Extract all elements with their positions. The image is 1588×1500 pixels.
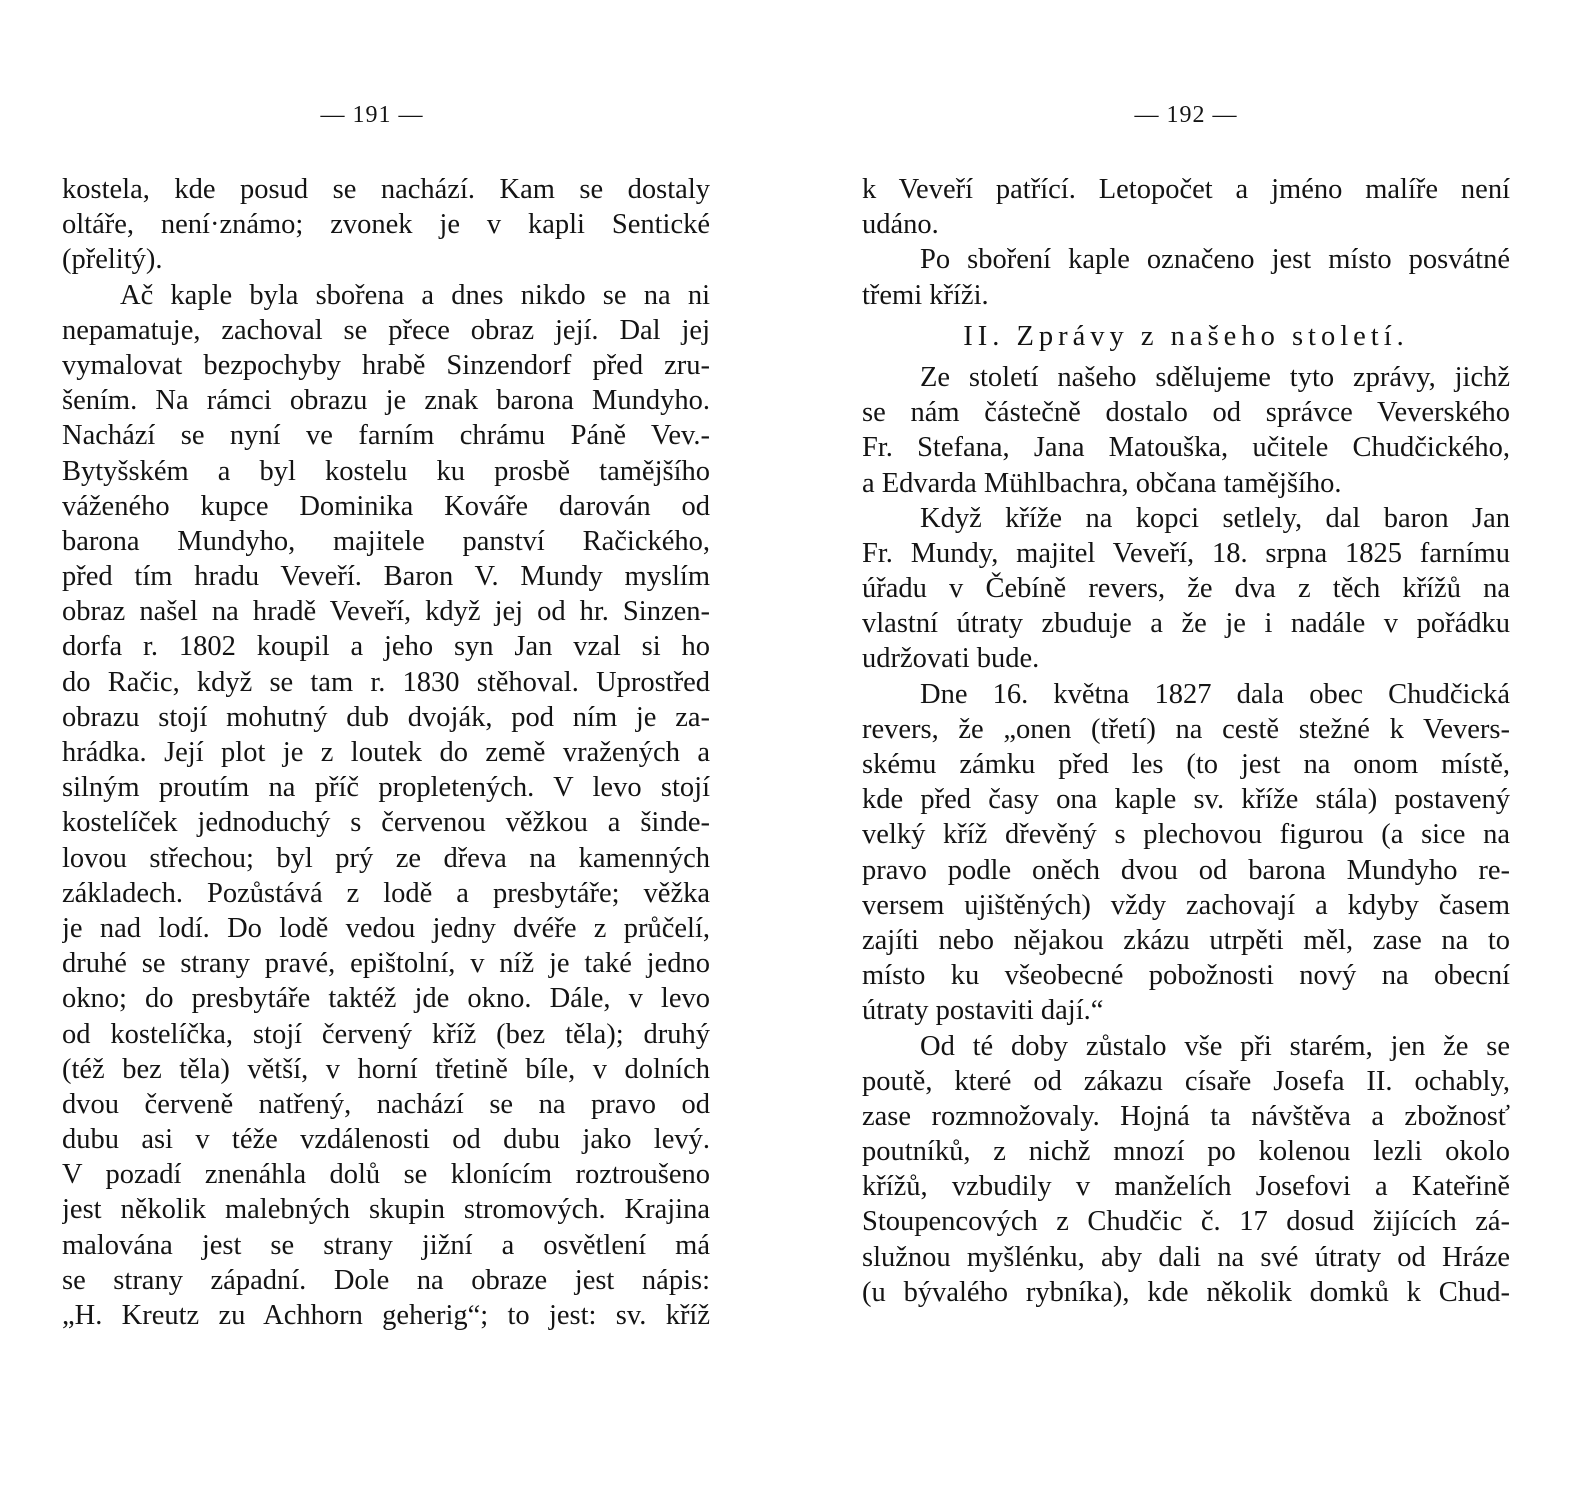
text-line: oltáře, není·známo; zvonek je v kapli Sentické (62, 209, 710, 241)
text-line: Stoupencových z Chudčic č. 17 dosud žijících zá- (862, 1206, 1510, 1238)
text-line: Ze století našeho sdělujeme tyto zprávy, jichž (920, 361, 1510, 393)
text-line: vlastní útraty zbuduje a že je i nadále v pořádku (862, 608, 1510, 640)
text-line: zajíti nebo nějakou zkázu utrpěti měl, zase na to (862, 924, 1510, 956)
text-line: revers, že „onen (třetí) na cestě stežné k Vevers- (862, 713, 1510, 745)
text-line: poutníků, z nichž mnozí po kolenou lezli okolo (862, 1136, 1510, 1168)
text-line: třemi kříži. (862, 279, 989, 311)
text-line: útraty postaviti dají.“ (862, 995, 1104, 1027)
text-line: okno; do presbytáře taktéž jde okno. Dále, v levo (62, 983, 710, 1015)
text-line: vymalovat bezpochyby hrabě Sinzendorf před zru- (62, 349, 710, 381)
text-line: Fr. Stefana, Jana Matouška, učitele Chudčického, (862, 432, 1510, 464)
text-line: (přelitý). (62, 244, 163, 276)
text-line: silným proutím na příč propletených. V levo stojí (62, 772, 710, 804)
text-line: k Veveří patřící. Letopočet a jméno malíře není (862, 174, 1510, 205)
text-line: základech. Pozůstává z lodě a presbytáře; věžka (62, 877, 710, 909)
text-line: Fr. Mundy, majitel Veveří, 18. srpna 1825 farnímu (862, 537, 1510, 569)
text-line: V pozadí znenáhla dolů se klonícím roztroušeno (62, 1159, 710, 1191)
text-line: zase rozmnožovaly. Hojná ta návštěva a zbožnosť (862, 1100, 1510, 1132)
text-line: dorfa r. 1802 koupil a jeho syn Jan vzal si ho (62, 631, 710, 663)
text-line: velký kříž dřevěný s plechovou figurou (a sice na (862, 819, 1510, 851)
text-line: pravo podle oněch dvou od barona Mundyho re- (862, 854, 1510, 886)
text-line: šením. Na rámci obrazu je znak barona Mundyho. (62, 385, 710, 417)
text-line: nepamatuje, zachoval se přece obraz její. Dal jej (62, 314, 710, 346)
text-line: druhé se strany pravé, epištolní, v níž je také jedno (62, 948, 710, 980)
text-line: udržovati bude. (862, 643, 1040, 675)
text-line: versem ujištěných) vždy zachovají a kdyby časem (862, 889, 1510, 921)
text-line: od kostelíčka, stojí červený kříž (bez těla); druhý (62, 1018, 710, 1050)
text-line: do Račic, když se tam r. 1830 stěhoval. Uprostřed (62, 666, 710, 698)
text-line: Nachází se nyní ve farním chrámu Páně Vev.- (62, 420, 710, 452)
text-line: barona Mundyho, majitele panství Račického, (62, 525, 710, 557)
text-line: hrádka. Její plot je z loutek do země vražených a (62, 737, 710, 768)
text-line: Od té doby zůstalo vše při starém, jen že se (920, 1030, 1510, 1062)
left-page (62, 0, 710, 1500)
text-line: křížů, vzbudily v manželích Josefovi a Kateřině (862, 1171, 1510, 1203)
text-line: Bytyšském a byl kostelu ku prosbě tamějšího (62, 455, 710, 487)
text-line: Po sboření kaple označeno jest místo posvátné (920, 244, 1510, 276)
text-line: udáno. (862, 209, 939, 241)
right-page-text (862, 172, 1510, 1310)
text-line: je nad lodí. Do lodě vedou jedny dvéře z průčelí, (62, 912, 710, 944)
text-line: dubu asi v téže vzdálenosti od dubu jako levý. (62, 1124, 710, 1156)
text-line: „H. Kreutz zu Achhorn geherig“; to jest: sv. kříž (62, 1300, 710, 1331)
page-number-192: — 192 — (1134, 102, 1238, 128)
text-line: (též bez těla) větší, v horní třetině bíle, v dolních (62, 1053, 710, 1085)
text-line: jest několik malebných skupin stromových. Krajina (62, 1194, 710, 1226)
text-line: obrazu stojí mohutný dub dvoják, pod ním je za- (62, 701, 710, 733)
page-number-191: — 191 — (320, 102, 424, 128)
section-heading: II. Zprávy z našeho století. (963, 320, 1409, 352)
text-line: (u bývalého rybníka), kde několik domků k Chud- (862, 1276, 1510, 1308)
text-line: poutě, které od zákazu císaře Josefa II. ochably, (862, 1065, 1510, 1097)
text-line: služnou myšlénku, aby dali na své útraty od Hráze (862, 1241, 1510, 1273)
text-line: úřadu v Čebíně revers, že dva z těch křížů na (862, 573, 1510, 605)
text-line: před tím hradu Veveří. Baron V. Mundy myslím (62, 561, 710, 593)
text-line: Ač kaple byla sbořena a dnes nikdo se na ni (120, 279, 710, 311)
text-line: místo ku všeobecné pobožnosti nový na obecní (862, 960, 1510, 992)
left-page-text (62, 172, 710, 1333)
text-line: se strany západní. Dole na obraze jest nápis: (62, 1264, 710, 1296)
text-line: Dne 16. května 1827 dala obec Chudčická (920, 678, 1510, 710)
text-line: váženého kupce Dominika Kováře darován od (62, 490, 710, 522)
text-line: Když kříže na kopci setlely, dal baron Jan (920, 502, 1510, 534)
text-line: lovou střechou; byl prý ze dřeva na kamenných (62, 842, 710, 874)
text-line: malována jest se strany jižní a osvětlení má (62, 1229, 710, 1261)
text-line: kostela, kde posud se nachází. Kam se dostaly (62, 174, 710, 205)
text-line: a Edvarda Mühlbachra, občana tamějšího. (862, 467, 1342, 499)
text-line: obraz našel na hradě Veveří, když jej od hr. Sinzen- (62, 596, 710, 628)
text-line: se nám částečně dostalo od správce Veverského (862, 397, 1510, 429)
text-line: dvou červeně natřený, nachází se na pravo od (62, 1088, 710, 1120)
text-line: kostelíček jednoduchý s červenou věžkou a šinde- (62, 807, 710, 839)
right-page (862, 0, 1510, 1500)
text-line: skému zámku před les (to jest na onom místě, (862, 749, 1510, 780)
text-line: kde před časy ona kaple sv. kříže stála) postavený (862, 784, 1510, 816)
